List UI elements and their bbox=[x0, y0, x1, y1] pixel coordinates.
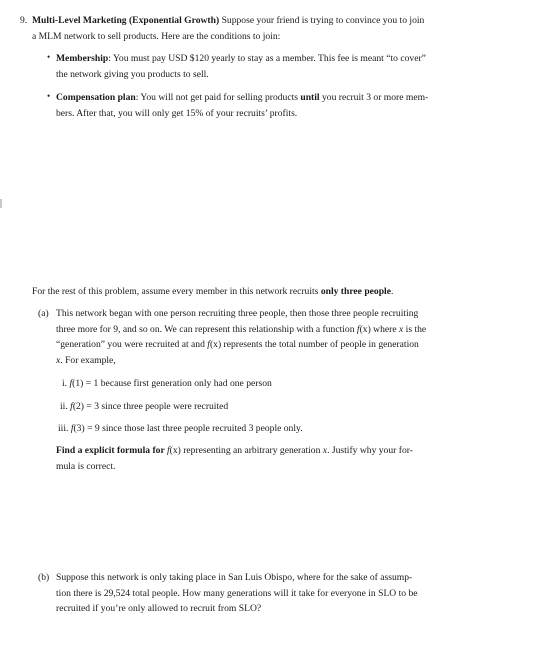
math-expr: (1) = 1 bbox=[72, 378, 99, 389]
part-a-line-3 bbox=[56, 337, 426, 353]
task-line-2: mula is correct. bbox=[56, 460, 116, 472]
example-item bbox=[58, 421, 303, 437]
math-f: f bbox=[207, 339, 210, 351]
condition-text-line-2: the network giving you products to sell. bbox=[56, 68, 209, 80]
part-b-line-3: recruited if you’re only allowed to recruit from SLO? bbox=[56, 603, 262, 615]
condition-text-line-2: bers. After that, you will only get 15% of your recruits’ profits. bbox=[56, 107, 298, 119]
condition-text: : You will not get paid for selling products bbox=[135, 92, 301, 103]
math-expr: (2) = 3 bbox=[72, 401, 100, 412]
math-arg: (x) bbox=[359, 323, 371, 335]
assumption-end: . bbox=[391, 286, 394, 297]
assumption-statement bbox=[32, 284, 393, 300]
text: where bbox=[370, 323, 399, 335]
example-item bbox=[62, 376, 272, 392]
condition-text: : You must pay USD $120 yearly to stay as a member. This fee is meant “to cover” bbox=[108, 53, 426, 64]
math-arg: (x) bbox=[169, 445, 181, 456]
assumption-emphasis: only three people bbox=[320, 286, 391, 297]
condition-label: Compensation plan bbox=[56, 92, 136, 103]
text: represents the total number of people in generation bbox=[221, 339, 419, 351]
math-f: f bbox=[70, 423, 74, 434]
math-arg: (x) bbox=[209, 339, 222, 351]
condition-emphasis: until bbox=[300, 92, 320, 103]
roman-numeral: iii. bbox=[58, 423, 69, 434]
math-x: x bbox=[322, 445, 328, 456]
problem-number: 9. bbox=[20, 15, 28, 26]
example-text: because first generation only had one person bbox=[98, 378, 272, 389]
part-a-line-1: This network began with one person recruiting three people, then those three people recruiting bbox=[56, 308, 419, 319]
part-b-label: (b) bbox=[38, 572, 50, 583]
part-a-line-4 bbox=[56, 353, 426, 369]
example-item bbox=[60, 399, 228, 415]
text: . Justify why your for- bbox=[327, 445, 413, 456]
condition-membership bbox=[47, 51, 426, 82]
condition-text: you recruit 3 or more mem- bbox=[319, 92, 429, 103]
part-b-line-2: tion there is 29,524 total people. How many generations will it take for everyone in SLO to be bbox=[56, 587, 418, 599]
part-b-line-1: Suppose this network is only taking place in San Luis Obispo, where for the sake of assump- bbox=[56, 572, 413, 583]
problem-title: Multi-Level Marketing (Exponential Growth) bbox=[32, 15, 220, 26]
part-a-body bbox=[56, 306, 426, 368]
part-a-task bbox=[56, 443, 413, 474]
roman-numeral: ii. bbox=[60, 401, 68, 412]
text: . For example, bbox=[60, 354, 116, 366]
part-a-label: (a) bbox=[38, 308, 49, 319]
roman-numeral: i. bbox=[62, 378, 68, 389]
math-f: f bbox=[70, 401, 73, 412]
problem-intro-line-1 bbox=[32, 13, 424, 29]
math-f: f bbox=[69, 378, 73, 389]
condition-label: Membership bbox=[56, 53, 109, 64]
problem-intro-line-2: a MLM network to sell products. Here are the conditions to join: bbox=[32, 30, 281, 42]
text: three more for 9, and so on. We can represent this relationship with a function bbox=[56, 323, 357, 335]
assumption-text: For the rest of this problem, assume every member in this network recruits bbox=[32, 286, 321, 297]
part-a-line-2 bbox=[56, 322, 426, 338]
text: representing an arbitrary generation bbox=[180, 445, 323, 456]
math-f: f bbox=[356, 323, 360, 335]
problem-intro-text-1: Suppose your friend is trying to convince you to join bbox=[221, 15, 425, 26]
example-text: since those last three people recruited 3 people only. bbox=[99, 423, 303, 434]
bullet-icon: • bbox=[47, 91, 51, 101]
math-x: x bbox=[56, 354, 61, 366]
text: “generation” you were recruited at and bbox=[56, 339, 208, 351]
problem-intro bbox=[32, 13, 424, 44]
task-line-1 bbox=[56, 443, 413, 459]
bullet-icon: • bbox=[47, 52, 51, 62]
text: is the bbox=[403, 323, 427, 335]
math-x: x bbox=[399, 323, 404, 335]
math-f: f bbox=[166, 445, 170, 456]
math-expr: (3) = 9 bbox=[73, 423, 100, 434]
condition-compensation bbox=[47, 90, 429, 121]
task-emphasis: Find a explicit formula for bbox=[56, 445, 167, 456]
part-b-body bbox=[56, 570, 418, 617]
example-text: since three people were recruited bbox=[99, 401, 229, 412]
page-edge-mark bbox=[0, 199, 2, 208]
